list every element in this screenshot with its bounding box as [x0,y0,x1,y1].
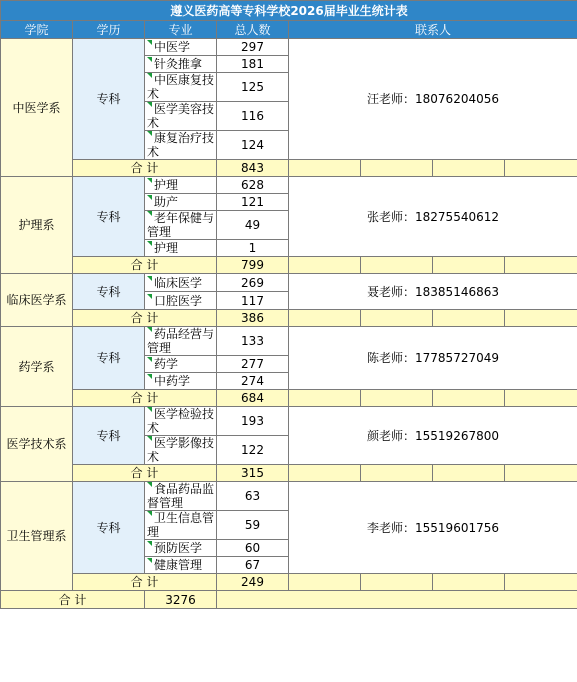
corner-marker-icon [147,57,152,62]
major-label: 医学美容技术 [147,102,215,130]
major-label: 中医学 [154,40,191,54]
major-label: 老年保健与管理 [147,211,215,239]
subtotal-value: 843 [217,160,289,177]
major-count: 1 [217,240,289,257]
degree-level: 专科 [73,482,145,574]
major-label: 卫生信息管理 [147,511,215,539]
major-count: 297 [217,39,289,56]
corner-marker-icon [147,436,152,441]
major-count: 274 [217,373,289,390]
subtotal-label: 合 计 [73,574,217,591]
major-label: 护理 [154,178,179,192]
table-row [1,177,577,194]
major-name [145,73,217,102]
subtotal-label: 合 计 [73,257,217,274]
header-count: 总人数 [217,21,289,39]
subtotal-blank-cell [289,257,361,274]
major-count: 133 [217,327,289,356]
subtotal-blank-cell [433,574,505,591]
subtotal-blank-cell [289,465,361,482]
subtotal-value: 315 [217,465,289,482]
subtotal-value: 799 [217,257,289,274]
major-name [145,436,217,465]
major-name [145,240,217,257]
subtotal-row [1,160,577,177]
subtotal-blank-cell [289,390,361,407]
subtotal-blank-cell [433,465,505,482]
header-school: 学院 [1,21,73,39]
contact-info: 李老师：15519601756 [289,482,577,574]
subtotal-blank-cell [289,160,361,177]
subtotal-blank-cell [361,160,433,177]
corner-marker-icon [147,357,152,362]
corner-marker-icon [147,241,152,246]
corner-marker-icon [147,73,152,78]
table-title: 遵义医药高等专科学校2026届毕业生统计表 [1,1,577,21]
major-label: 助产 [154,195,179,209]
major-count: 67 [217,557,289,574]
header-contact: 联系人 [289,21,577,39]
major-name [145,211,217,240]
major-name [145,194,217,211]
major-name [145,177,217,194]
subtotal-blank-cell [361,574,433,591]
major-name [145,407,217,436]
grand-total-row [1,591,577,609]
major-name [145,56,217,73]
major-count: 60 [217,540,289,557]
subtotal-blank-cell [505,310,577,327]
subtotal-value: 684 [217,390,289,407]
major-name [145,540,217,557]
degree-level: 专科 [73,274,145,310]
major-name [145,274,217,292]
subtotal-value: 386 [217,310,289,327]
major-label: 护理 [154,241,179,255]
contact-info: 汪老师：18076204056 [289,39,577,160]
table-row [1,482,577,511]
major-name [145,356,217,373]
subtotal-blank-cell [433,160,505,177]
major-count: 122 [217,436,289,465]
major-count: 121 [217,194,289,211]
table-row [1,274,577,292]
major-count: 63 [217,482,289,511]
subtotal-blank-cell [433,257,505,274]
subtotal-row [1,574,577,591]
subtotal-blank-cell [361,310,433,327]
major-name [145,482,217,511]
major-label: 医学检验技术 [147,407,215,435]
subtotal-blank-cell [361,465,433,482]
major-label: 食品药品监督管理 [147,482,215,510]
major-label: 预防医学 [154,541,203,555]
major-label: 康复治疗技术 [147,131,215,159]
header-degree: 学历 [73,21,145,39]
subtotal-blank-cell [433,310,505,327]
school-name: 临床医学系 [1,274,73,327]
school-name: 护理系 [1,177,73,274]
grand-total-blank-cell [217,591,577,609]
subtotal-blank-cell [505,390,577,407]
subtotal-blank-cell [433,390,505,407]
school-name: 医学技术系 [1,407,73,482]
subtotal-blank-cell [505,160,577,177]
major-count: 124 [217,131,289,160]
subtotal-row [1,465,577,482]
corner-marker-icon [147,327,152,332]
major-label: 口腔医学 [154,293,203,308]
corner-marker-icon [147,211,152,216]
subtotal-label: 合 计 [73,160,217,177]
major-count: 181 [217,56,289,73]
major-count: 125 [217,73,289,102]
major-label: 药学 [154,357,179,371]
subtotal-label: 合 计 [73,390,217,407]
corner-marker-icon [147,511,152,516]
contact-info: 聂老师：18385146863 [289,274,577,310]
corner-marker-icon [147,407,152,412]
major-name [145,131,217,160]
subtotal-row [1,257,577,274]
grand-total-value: 3276 [145,591,217,609]
subtotal-blank-cell [505,465,577,482]
corner-marker-icon [147,294,152,299]
contact-info: 颜老师：15519267800 [289,407,577,465]
contact-info: 陈老师：17785727049 [289,327,577,390]
subtotal-label: 合 计 [73,310,217,327]
subtotal-value: 249 [217,574,289,591]
subtotal-blank-cell [505,257,577,274]
major-name [145,102,217,131]
major-label: 医学影像技术 [147,436,215,464]
major-count: 117 [217,292,289,310]
subtotal-blank-cell [289,310,361,327]
subtotal-blank-cell [361,390,433,407]
subtotal-label: 合 计 [73,465,217,482]
major-label: 临床医学 [154,275,203,290]
corner-marker-icon [147,195,152,200]
subtotal-row [1,390,577,407]
school-name: 卫生管理系 [1,482,73,591]
degree-level: 专科 [73,177,145,257]
subtotal-blank-cell [361,257,433,274]
table-row [1,407,577,436]
corner-marker-icon [147,276,152,281]
corner-marker-icon [147,558,152,563]
corner-marker-icon [147,541,152,546]
major-count: 269 [217,274,289,292]
school-name: 中医学系 [1,39,73,177]
degree-level: 专科 [73,327,145,390]
major-count: 59 [217,511,289,540]
subtotal-row [1,310,577,327]
degree-level: 专科 [73,407,145,465]
table-row [1,327,577,356]
corner-marker-icon [147,178,152,183]
header-major: 专业 [145,21,217,39]
major-label: 药品经营与管理 [147,327,215,355]
corner-marker-icon [147,102,152,107]
major-name [145,557,217,574]
corner-marker-icon [147,374,152,379]
subtotal-blank-cell [289,574,361,591]
major-count: 49 [217,211,289,240]
major-count: 277 [217,356,289,373]
subtotal-blank-cell [505,574,577,591]
grand-total-label: 合 计 [1,591,145,609]
degree-level: 专科 [73,39,145,160]
major-label: 中医康复技术 [147,73,215,101]
major-count: 116 [217,102,289,131]
major-name [145,511,217,540]
contact-info: 张老师：18275540612 [289,177,577,257]
school-name: 药学系 [1,327,73,407]
major-name [145,373,217,390]
major-name [145,292,217,310]
table-row [1,39,577,56]
corner-marker-icon [147,131,152,136]
corner-marker-icon [147,40,152,45]
major-label: 健康管理 [154,558,203,572]
major-name [145,327,217,356]
major-count: 628 [217,177,289,194]
corner-marker-icon [147,482,152,487]
major-label: 中药学 [154,374,191,388]
major-name [145,39,217,56]
major-label: 针灸推拿 [154,57,203,71]
major-count: 193 [217,407,289,436]
